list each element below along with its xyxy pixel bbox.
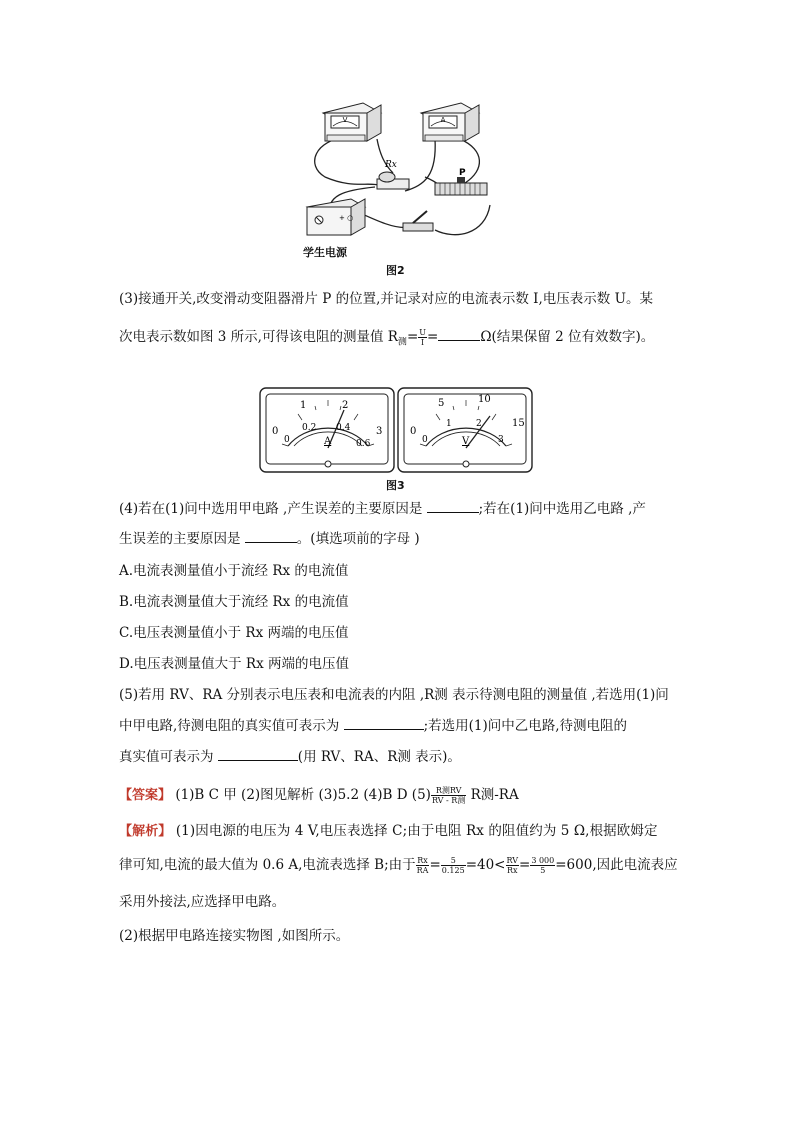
ammeter-inner-tick: 0.4 xyxy=(336,423,351,433)
answer-tag: 【答案】 xyxy=(119,788,172,803)
power-supply-label: 学生电源 xyxy=(303,246,347,259)
ammeter-outer-tick: 3 xyxy=(376,426,383,437)
power-supply xyxy=(307,199,365,235)
analysis-line-3: 采用外接法,应选择甲电路。 xyxy=(119,894,286,910)
resistor-rx xyxy=(377,160,409,189)
q5-line-1: (5)若用 RV、RA 分别表示电压表和电流表的内阻 ,R测 表示待测电阻的测量值 ,若选用(1)问 xyxy=(119,687,669,703)
analysis-tag: 【解析】 xyxy=(119,824,172,839)
voltmeter-inner-tick: 0 xyxy=(422,435,428,445)
figure-2-caption: 图2 xyxy=(386,264,405,277)
ammeter-outer-tick: 0 xyxy=(272,426,279,437)
q5-blank-2 xyxy=(218,748,298,761)
voltmeter-inner-tick: 3 xyxy=(498,435,504,445)
q5-blank-1 xyxy=(344,717,424,730)
q4-blank-2 xyxy=(245,530,297,543)
q4-line-1: (4)若在(1)问中选用甲电路 ,产生误差的主要原因是 ;若在(1)问中选用乙电路 ,产 xyxy=(119,501,646,517)
figure-3-caption: 图3 xyxy=(386,479,405,492)
ammeter-inner-tick: 0.2 xyxy=(302,423,317,433)
voltmeter-outer-tick: 5 xyxy=(438,398,445,409)
analysis-line-1: 【解析】 (1)因电源的电压为 4 V,电压表选择 C;由于电阻 Rx 的阻值约为 5 Ω,根据欧姆定 xyxy=(119,823,658,839)
ammeter-outer-tick: 1 xyxy=(300,400,307,411)
ammeter-inner-tick: 0.6 xyxy=(356,439,371,449)
ammeter-dial xyxy=(260,388,394,472)
figure-3-meters xyxy=(258,386,534,474)
q4-option-d: D.电压表测量值大于 Rx 两端的电压值 xyxy=(119,656,349,672)
ammeter-letter: A xyxy=(440,116,446,124)
voltmeter-letter: V xyxy=(462,436,470,447)
voltmeter-inner-tick: 1 xyxy=(446,419,452,429)
q4-blank-1 xyxy=(427,500,479,513)
answer-line: 【答案】 (1)B C 甲 (2)图见解析 (3)5.2 (4)B D (5) $\frac{\text{R测RV}}{\text{RV - R测}}$ R测-RA xyxy=(119,786,519,805)
q5-line-3: 真实值可表示为 (用 RV、RA、R测 表示)。 xyxy=(119,749,461,765)
rx-label: Rx xyxy=(385,160,397,170)
ammeter-outer-tick: 2 xyxy=(342,400,349,411)
q4-line-2: 生误差的主要原因是 。(填选项前的字母 ) xyxy=(119,531,420,547)
voltmeter-outer-tick: 10 xyxy=(478,394,491,405)
analysis-line-2: 律可知,电流的最大值为 0.6 A,电流表选择 B;由于 $\frac{Rx}{RA}$ = $\frac{5}{0.125}$ =40< $\frac{RV}{Rx}$ = $\frac{3 000}{5}$ =600,因此电流表应 xyxy=(119,856,678,875)
ammeter-inner-tick: 0 xyxy=(284,435,290,445)
voltmeter-outer-tick: 15 xyxy=(512,418,525,429)
voltmeter-outer-tick: 0 xyxy=(410,426,417,437)
slider-p-label: P xyxy=(459,168,466,178)
q3-answer-blank xyxy=(438,328,480,341)
q5-line-2: 中甲电路,待测电阻的真实值可表示为 ;若选用(1)问中乙电路,待测电阻的 xyxy=(119,718,628,734)
analysis-line-4: (2)根据甲电路连接实物图 ,如图所示。 xyxy=(119,928,350,944)
q4-option-c: C.电压表测量值小于 Rx 两端的电压值 xyxy=(119,625,349,641)
rheostat xyxy=(435,168,487,195)
q4-option-a: A.电流表测量值小于流经 Rx 的电流值 xyxy=(119,563,349,579)
ammeter-device xyxy=(421,103,479,141)
q3-line-1: (3)接通开关,改变滑动变阻器滑片 P 的位置,并记录对应的电流表示数 I,电压表示数 U。某 xyxy=(119,291,653,307)
voltmeter-letter: V xyxy=(342,116,348,124)
q4-option-b: B.电流表测量值大于流经 Rx 的电流值 xyxy=(119,594,349,610)
voltmeter-dial xyxy=(398,388,532,472)
switch xyxy=(403,211,433,231)
q3-line-2: 次电表示数如图 3 所示,可得该电阻的测量值 $R_测=$ $\frac{U}{I}$ = Ω(结果保留 2 位有效数字)。 xyxy=(119,328,655,348)
figure-2-circuit xyxy=(285,95,515,255)
ammeter-letter: A xyxy=(324,436,332,447)
svg-text:+ ○: + ○ xyxy=(339,214,354,222)
voltmeter-device xyxy=(323,103,381,141)
voltmeter-inner-tick: 2 xyxy=(476,419,482,429)
